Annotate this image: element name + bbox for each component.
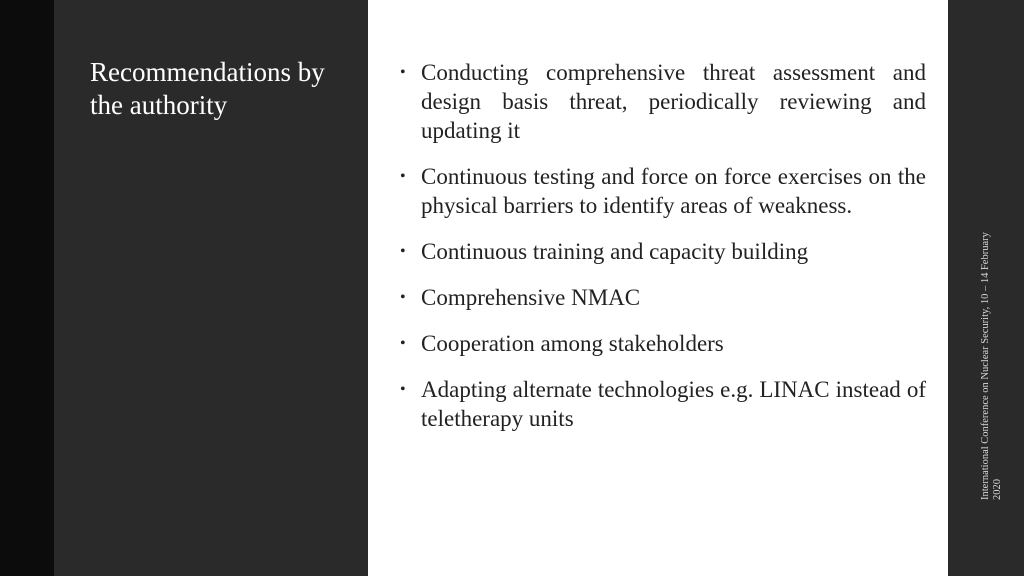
bullet-dot-icon: • (400, 243, 406, 260)
bullet-dot-icon: • (400, 64, 406, 81)
slide-content (398, 58, 926, 450)
bullet-text: Comprehensive NMAC (421, 285, 641, 310)
bullet-dot-icon: • (400, 381, 406, 398)
bullet-text: Conducting comprehensive threat assessment and design basis threat, periodically reviewing and updating it (421, 60, 926, 143)
bullet-item (398, 283, 926, 312)
left-edge-strip (0, 0, 54, 576)
bullet-text: Adapting alternate technologies e.g. LINAC instead of teletherapy units (421, 377, 926, 431)
slide-title: Recommendations by the authority (90, 57, 325, 120)
bullet-list (398, 58, 926, 433)
title-panel (54, 0, 368, 576)
bullet-text: Continuous training and capacity building (421, 239, 809, 264)
bullet-dot-icon: • (400, 168, 406, 185)
bullet-item (398, 162, 926, 220)
footer-panel (948, 0, 1024, 576)
bullet-item (398, 58, 926, 145)
bullet-text: Cooperation among stakeholders (421, 331, 724, 356)
bullet-item (398, 375, 926, 433)
bullet-dot-icon: • (400, 335, 406, 352)
footer-text: International Conference on Nuclear Security, 10 – 14 February 2020 (980, 232, 1003, 500)
bullet-item (398, 237, 926, 266)
bullet-item (398, 329, 926, 358)
bullet-text: Continuous testing and force on force exercises on the physical barriers to identify areas of weakness. (421, 164, 926, 218)
bullet-dot-icon: • (400, 289, 406, 306)
